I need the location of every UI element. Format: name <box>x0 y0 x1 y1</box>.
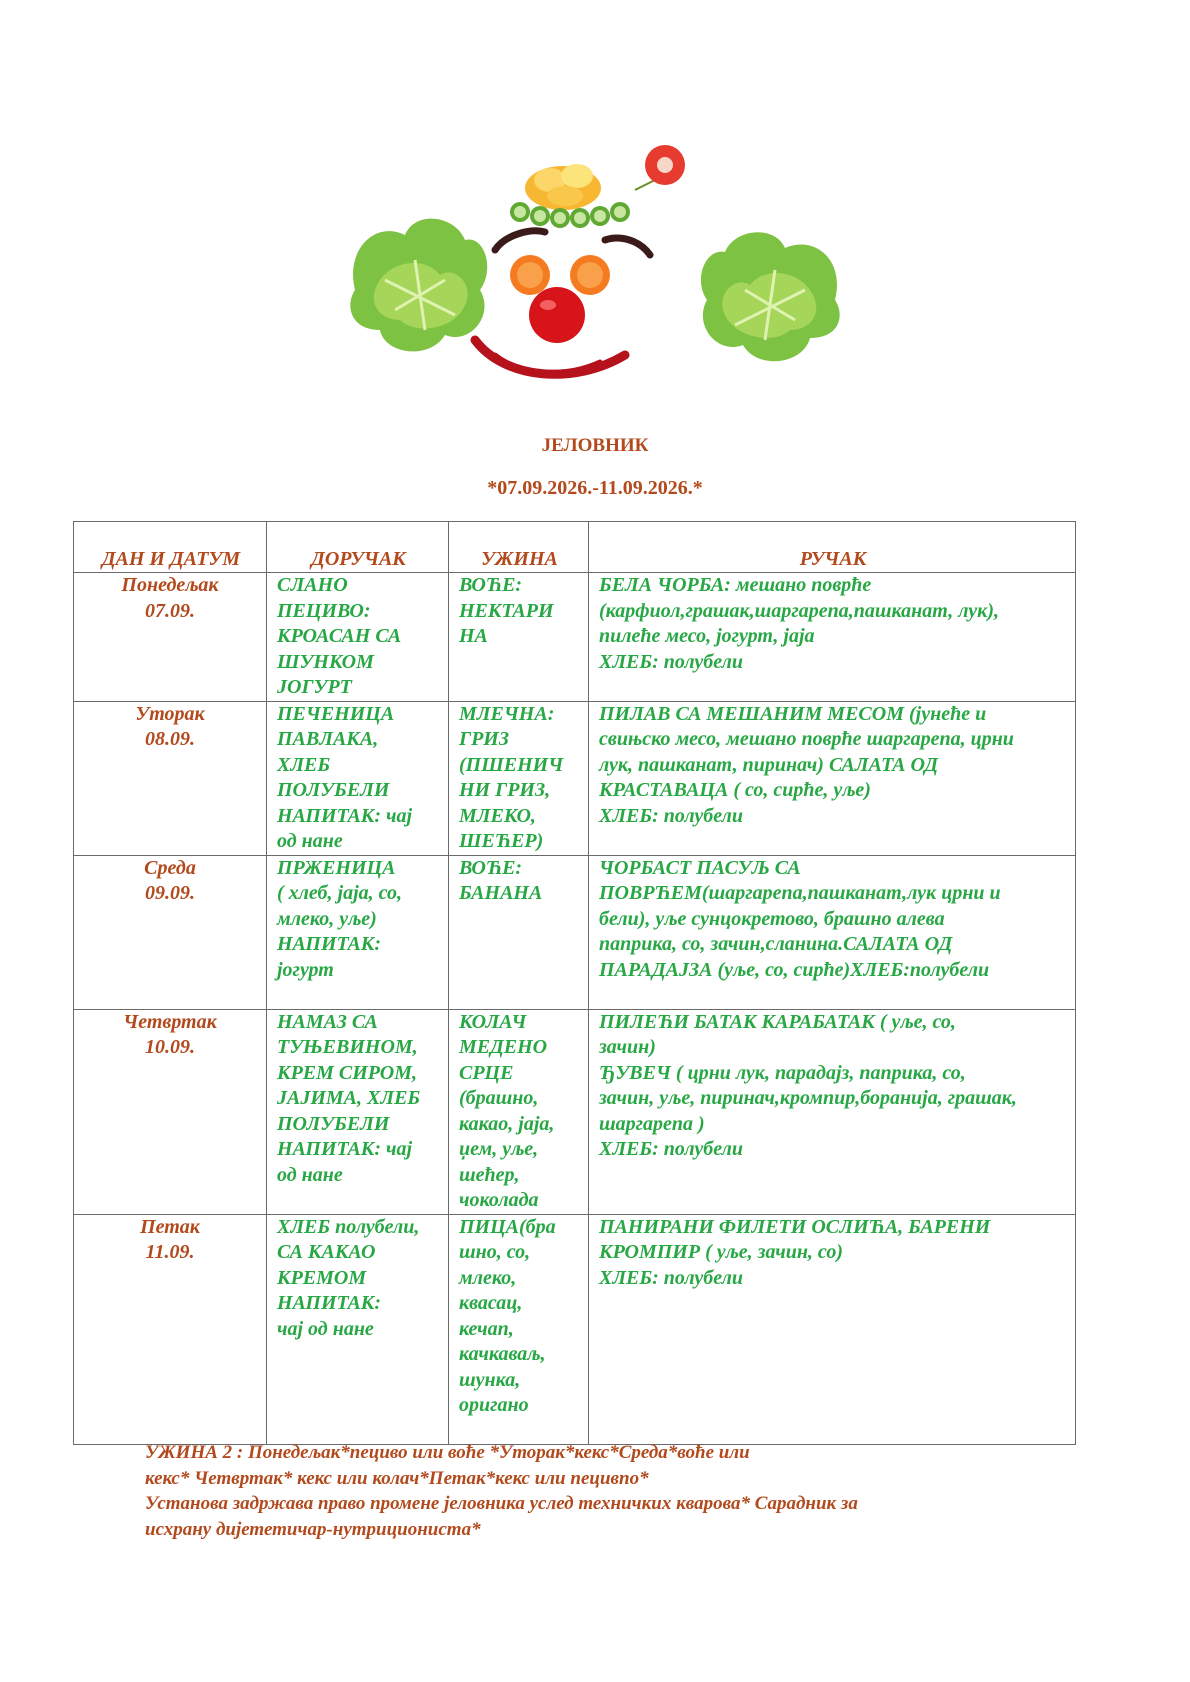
cell-text-line: лук, пашканат, пиринач) САЛАТА ОД <box>599 753 939 776</box>
cell-text-line: ПИЛАВ СА МЕШАНИМ МЕСОМ (јунеће и <box>599 702 987 725</box>
cell-text-line: џем, уље, <box>459 1138 539 1160</box>
cell-text-line: НАПИТАК: чај <box>277 804 413 827</box>
cell-text-line: НАПИТАК: чај <box>277 1138 413 1160</box>
cell-text-line: од нане <box>277 1163 343 1186</box>
cell-text-line: Четвртак <box>123 1010 217 1033</box>
cell-text-line: паприка, со, зачин,сланина.САЛАТА ОД <box>599 933 953 955</box>
cell-text-line: ПАВЛАКА, <box>277 728 379 750</box>
cell-text-line: ВОЋЕ: <box>459 856 523 879</box>
cell-text-line: КРЕМОМ <box>277 1266 367 1289</box>
cell-text-line: КРОАСАН СА <box>277 625 402 647</box>
cell-text-line: ВОЋЕ: <box>459 574 523 596</box>
cell-text-line: 08.09. <box>145 728 195 750</box>
breakfast-cell <box>267 1009 449 1214</box>
snack-cell <box>449 855 589 1009</box>
menu-date-range: *07.09.2026.-11.09.2026.* <box>487 477 703 499</box>
column-header-day: ДАН И ДАТУМ <box>74 522 267 573</box>
tomato-nose-icon <box>529 287 585 343</box>
cell-text-line: ПОЛУБЕЛИ <box>277 1112 390 1135</box>
day-cell <box>74 1214 267 1444</box>
breakfast-cell <box>267 701 449 855</box>
vegetable-clown-illustration <box>345 140 845 415</box>
cell-text-line: БАНАНА <box>459 882 543 904</box>
footer-line: исхрану дијететичар-нутриционистa* <box>145 1518 481 1540</box>
table-row <box>74 701 1076 855</box>
eyebrow-left-icon <box>495 231 545 250</box>
cell-text-line: БЕЛА ЧОРБА: мешано поврће <box>599 574 872 596</box>
cell-text-line: СРЦЕ <box>459 1061 514 1084</box>
cell-text-line: НАМАЗ СА <box>277 1010 378 1033</box>
day-cell <box>74 573 267 702</box>
cell-text-line: ЧОРБАСТ ПАСУЉ СА <box>599 856 801 879</box>
cell-text-line: ПОВРЋЕМ(шаргарепа,пашканат,лук црни и <box>599 882 1001 904</box>
cell-text-line: ГРИЗ <box>459 728 510 750</box>
cell-text-line: чоколада <box>459 1189 539 1211</box>
cell-text-line: (карфиол,грашак,шаргарепа,пашканат, лук), <box>599 599 999 622</box>
cell-text-line: КОЛАЧ <box>459 1010 527 1033</box>
cell-text-line: СА КАКАО <box>277 1241 376 1263</box>
cell-text-line: ПИЛЕЋИ БАТАК КАРАБАТАК ( уље, со, <box>599 1010 956 1033</box>
breakfast-cell <box>267 573 449 702</box>
cell-text-line: ПРЖЕНИЦА <box>277 856 396 879</box>
cell-text-line: МЛЕЧНА: <box>459 702 555 725</box>
cell-text-line: шаргарепа ) <box>599 1112 705 1135</box>
cell-text-line: квасац, <box>459 1292 523 1314</box>
cell-text-line: ХЛЕБ: полубели <box>599 1138 744 1160</box>
eyebrow-right-icon <box>605 238 650 255</box>
snack-cell <box>449 1009 589 1214</box>
column-header-snack: УЖИНА <box>449 522 589 573</box>
lunch-cell <box>589 573 1076 702</box>
cell-text-line: НИ ГРИЗ, <box>459 779 551 801</box>
cell-text-line: јогурт <box>277 958 334 981</box>
cell-text-line: ХЛЕБ <box>277 753 331 776</box>
cell-text-line: КРОМПИР ( уље, зачин, со) <box>599 1241 843 1263</box>
cell-text-line: какао, јаја, <box>459 1112 555 1135</box>
cell-text-line: свињско месо, мешано поврће шаргарепа, црни <box>599 728 1014 750</box>
cell-text-line: КРАСТАВАЦА ( со, сирће, уље) <box>599 779 871 801</box>
cell-text-line: ПЕЧЕНИЦА <box>277 702 395 725</box>
cell-text-line: ПОЛУБЕЛИ <box>277 779 390 801</box>
column-header-lunch: РУЧАК <box>589 522 1076 573</box>
snack-cell <box>449 573 589 702</box>
cell-text-line: ПИЦА(бра <box>459 1215 556 1238</box>
cell-text-line: НАПИТАК: <box>277 1292 382 1314</box>
cell-text-line: (ПШЕНИЧ <box>459 753 564 776</box>
breakfast-cell <box>267 855 449 1009</box>
cell-text-line: оригано <box>459 1394 529 1416</box>
cell-text-line: ШЕЋЕР) <box>459 830 544 852</box>
cell-text-line: зачин, уље, пиринач,кромпир,боранија, грашак, <box>599 1087 1017 1109</box>
table-row <box>74 573 1076 702</box>
table-row <box>74 1214 1076 1444</box>
cell-text-line: МЕДЕНО <box>459 1036 548 1058</box>
cell-text-line: чај од нане <box>277 1317 374 1340</box>
cell-text-line: 11.09. <box>145 1241 195 1263</box>
cell-text-line: 07.09. <box>145 599 195 622</box>
cell-text-line: млеко, <box>459 1266 517 1289</box>
cell-text-line: Понедељак <box>121 574 219 596</box>
footer-notes <box>145 1440 1045 1542</box>
cell-text-line: Петак <box>140 1215 200 1238</box>
cell-text-line: ПАРАДАЈЗА (уље, со, сирће)ХЛЕБ:полубели <box>599 958 990 981</box>
cell-text-line: ЂУВЕЧ ( црни лук, парадајз, паприка, со, <box>599 1061 966 1084</box>
snack-cell <box>449 701 589 855</box>
lettuce-right-icon <box>701 232 840 361</box>
column-header-breakfast: ДОРУЧАК <box>267 522 449 573</box>
cell-text-line: НЕКТАРИ <box>459 599 554 622</box>
cell-text-line: шно, со, <box>459 1241 531 1263</box>
breakfast-cell <box>267 1214 449 1444</box>
cell-text-line: НА <box>459 625 488 647</box>
cell-text-line: ТУЊЕВИНОМ, <box>277 1036 418 1058</box>
footer-line: УЖИНА 2 : Понедељак*пециво или воће *Уторак*кекс*Среда*воће или <box>145 1442 750 1463</box>
footer-line: Установа задржава право промене јеловника услед техничких кварова* Сарадник за <box>145 1493 858 1514</box>
cell-text-line: ХЛЕБ: полубели <box>599 1266 744 1289</box>
day-cell <box>74 855 267 1009</box>
cell-text-line: ЈАЈИМА, ХЛЕБ <box>277 1087 421 1109</box>
cell-text-line: ХЛЕБ полубели, <box>277 1215 420 1238</box>
footer-line: кекс* Четвртак* кекс или колач*Петак*кекс или пецивпо* <box>145 1467 649 1489</box>
cell-text-line: ШУНКОМ <box>277 650 374 673</box>
cell-text-line: ЈОГУРТ <box>277 676 352 698</box>
lettuce-left-icon <box>350 219 487 352</box>
cell-text-line: Уторак <box>135 702 205 725</box>
day-cell <box>74 701 267 855</box>
lunch-cell <box>589 1214 1076 1444</box>
cell-text-line: Среда <box>144 856 196 879</box>
menu-title: ЈЕЛОВНИК <box>541 435 649 456</box>
cell-text-line: ХЛЕБ: полубели <box>599 650 744 673</box>
cell-text-line: МЛЕКО, <box>459 804 536 827</box>
weekly-menu-table <box>73 521 1076 1445</box>
lunch-cell <box>589 1009 1076 1214</box>
cell-text-line: зачин) <box>599 1036 656 1058</box>
cell-text-line: шунка, <box>459 1368 521 1391</box>
cell-text-line: шећер, <box>459 1163 520 1186</box>
cell-text-line: КРЕМ СИРОМ, <box>277 1061 417 1084</box>
cell-text-line: млеко, уље) <box>277 907 377 930</box>
cell-text-line: бели), уље сунцокретово, брашно алева <box>599 907 945 930</box>
table-row <box>74 1009 1076 1214</box>
cell-text-line: од нане <box>277 830 343 852</box>
lunch-cell <box>589 701 1076 855</box>
cell-text-line: ПАНИРАНИ ФИЛЕТИ ОСЛИЋА, БАРЕНИ <box>599 1215 991 1238</box>
cell-text-line: ХЛЕБ: полубели <box>599 804 744 827</box>
cell-text-line: 09.09. <box>145 882 195 904</box>
cell-text-line: качкаваљ, <box>459 1343 546 1365</box>
cell-text-line: 10.09. <box>145 1036 195 1058</box>
day-cell <box>74 1009 267 1214</box>
strawberry-flower-icon <box>635 145 685 190</box>
cell-text-line: (брашно, <box>459 1087 539 1109</box>
cell-text-line: СЛАНО <box>277 574 348 596</box>
orange-hat-icon <box>525 164 601 210</box>
table-row <box>74 855 1076 1009</box>
cell-text-line: пилеће месо, јогурт, јаја <box>599 625 815 647</box>
snack-cell <box>449 1214 589 1444</box>
cell-text-line: кечап, <box>459 1317 514 1340</box>
cell-text-line: НАПИТАК: <box>277 933 382 955</box>
table-header-row <box>74 522 1076 573</box>
cell-text-line: ПЕЦИВО: <box>277 599 371 622</box>
cell-text-line: ( хлеб, јаја, со, <box>277 882 403 904</box>
lunch-cell <box>589 855 1076 1009</box>
